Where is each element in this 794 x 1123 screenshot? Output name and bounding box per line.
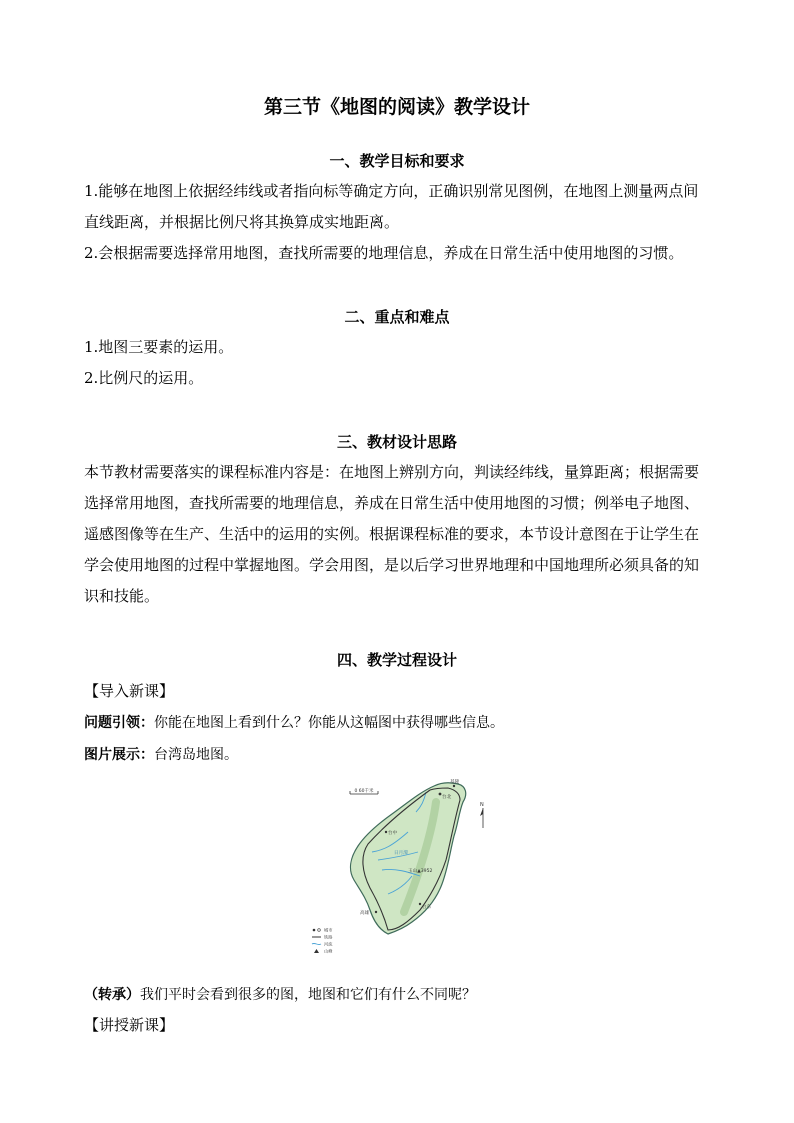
section-heading-goals: 一、教学目标和要求 xyxy=(329,152,465,170)
section-heading-process: 四、教学过程设计 xyxy=(336,651,457,669)
taiwan-map-image xyxy=(308,772,498,962)
question-text: 你能在地图上看到什么？你能从这幅图中获得哪些信息。 xyxy=(154,715,504,731)
key-points-paragraph-2: 2.比例尺的运用。 xyxy=(84,369,204,387)
intro-new-lesson-label: 【导入新课】 xyxy=(84,682,175,700)
transition-line xyxy=(84,984,476,1004)
svg-text:台中: 台中 xyxy=(388,831,398,836)
question-label: 问题引领： xyxy=(84,715,154,731)
svg-text:城市: 城市 xyxy=(324,927,333,933)
section-heading-design-idea: 三、教材设计思路 xyxy=(336,433,457,451)
svg-text:日月潭: 日月潭 xyxy=(394,851,408,856)
map-scale-bar xyxy=(350,787,378,794)
svg-text:山峰: 山峰 xyxy=(324,948,333,954)
key-points-paragraph-1: 1.地图三要素的运用。 xyxy=(84,338,234,356)
svg-text:N: N xyxy=(480,802,484,808)
svg-text:台东: 台东 xyxy=(422,905,432,910)
picture-label: 图片展示： xyxy=(84,747,154,763)
picture-lead-line xyxy=(84,744,238,764)
map-legend xyxy=(312,927,333,955)
svg-text:铁路: 铁路 xyxy=(324,934,333,940)
goals-paragraph-2: 2.会根据需要选择常用地图，查找所需要的地理信息，养成在日常生活中使用地图的习惯。 xyxy=(84,244,684,262)
picture-text: 台湾岛地图。 xyxy=(154,747,238,763)
question-lead-line xyxy=(84,712,504,732)
document-title: 第三节《地图的阅读》教学设计 xyxy=(263,96,530,118)
svg-text:高雄: 高雄 xyxy=(360,911,370,916)
svg-text:河流: 河流 xyxy=(324,941,333,947)
map-scale-label: 0 60千米 xyxy=(354,789,374,794)
transition-label: （转承） xyxy=(84,987,140,1003)
svg-text:基隆: 基隆 xyxy=(450,780,460,785)
section-heading-key-points: 二、重点和难点 xyxy=(344,308,450,326)
transition-text: 我们平时会看到很多的图，地图和它们有什么不同呢？ xyxy=(140,987,476,1003)
svg-text:台北: 台北 xyxy=(442,795,452,800)
goals-paragraph-1: 1.能够在地图上依据经纬线或者指向标等确定方向，正确识别常见图例，在地图上测量两点间直线距离，并根据比例尺将其换算成实地距离。 xyxy=(84,182,699,231)
lecture-new-lesson-label: 【讲授新课】 xyxy=(84,1016,175,1034)
svg-text:玉山▲3952: 玉山▲3952 xyxy=(408,869,433,874)
north-arrow-icon xyxy=(480,802,484,828)
design-idea-paragraph: 本节教材需要落实的课程标准内容是：在地图上辨别方向，判读经纬线，量算距离；根据需要选择常用地图，查找所需要的地理信息，养成在日常生活中使用地图的习惯；例举电子地图、遥感图像等在生产、生活中的运用的实例。根据课程标准的要求，本节设计意图在于让学生在学会使用地图的过程中掌握地图。学会用图，是以后学习世界地理和中国地理所必须具备的知识和技能。 xyxy=(84,463,700,605)
